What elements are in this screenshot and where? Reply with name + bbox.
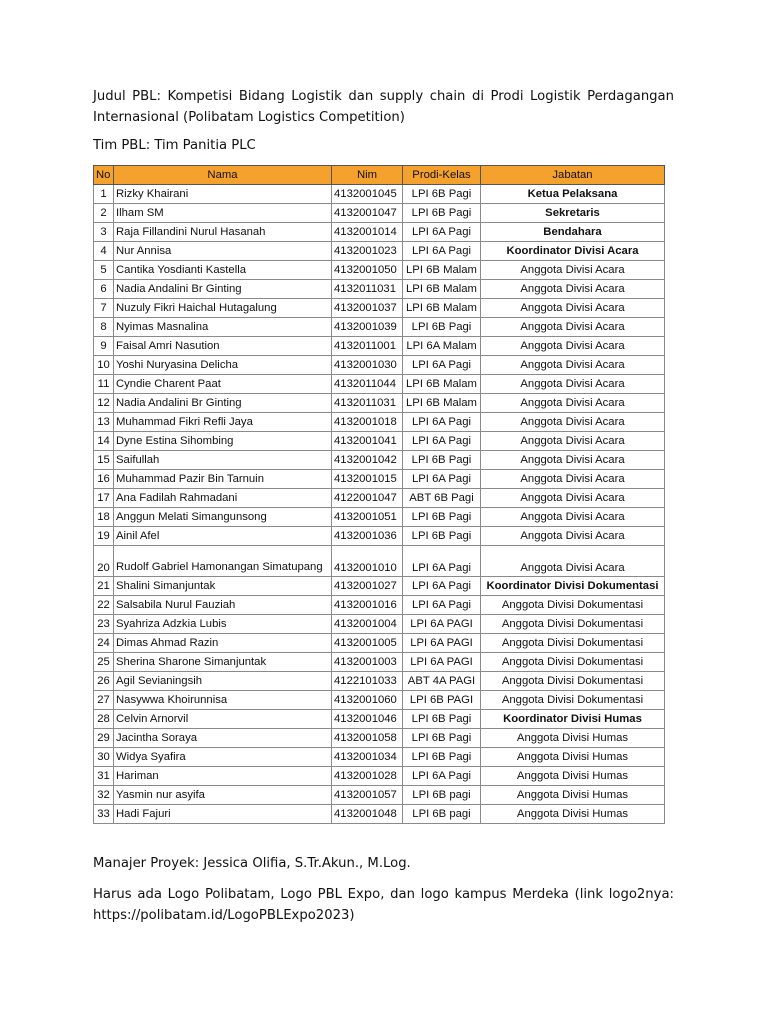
cell-nama: Syahriza Adzkia Lubis <box>114 615 332 634</box>
cell-nama: Rudolf Gabriel Hamonangan Simatupang <box>114 546 332 577</box>
cell-jabatan: Ketua Pelaksana <box>481 185 665 204</box>
cell-jabatan: Anggota Divisi Dokumentasi <box>481 672 665 691</box>
table-row <box>94 261 665 280</box>
table-row <box>94 527 665 546</box>
cell-prodi-kelas: LPI 6A PAGI <box>403 615 481 634</box>
cell-nama: Sherina Sharone Simanjuntak <box>114 653 332 672</box>
cell-nim: 4132001028 <box>332 767 403 786</box>
cell-no: 22 <box>94 596 114 615</box>
table-row <box>94 653 665 672</box>
cell-prodi-kelas: LPI 6B PAGI <box>403 691 481 710</box>
table-row <box>94 299 665 318</box>
cell-nim: 4132001016 <box>332 596 403 615</box>
cell-prodi-kelas: LPI 6A Pagi <box>403 432 481 451</box>
cell-prodi-kelas: LPI 6B Pagi <box>403 318 481 337</box>
table-row <box>94 786 665 805</box>
cell-nim: 4132011031 <box>332 394 403 413</box>
cell-nim: 4132001004 <box>332 615 403 634</box>
cell-no: 26 <box>94 672 114 691</box>
cell-nama: Agil Sevianingsih <box>114 672 332 691</box>
table-row <box>94 204 665 223</box>
cell-jabatan: Anggota Divisi Acara <box>481 527 665 546</box>
cell-no: 30 <box>94 748 114 767</box>
cell-prodi-kelas: LPI 6B Malam <box>403 280 481 299</box>
cell-prodi-kelas: LPI 6A Pagi <box>403 546 481 577</box>
cell-nama: Dyne Estina Sihombing <box>114 432 332 451</box>
cell-nama: Cyndie Charent Paat <box>114 375 332 394</box>
table-row <box>94 356 665 375</box>
cell-jabatan: Anggota Divisi Dokumentasi <box>481 653 665 672</box>
cell-nim: 4132011001 <box>332 337 403 356</box>
cell-prodi-kelas: LPI 6B Pagi <box>403 710 481 729</box>
cell-nama: Yasmin nur asyifa <box>114 786 332 805</box>
cell-nama: Rizky Khairani <box>114 185 332 204</box>
cell-nim: 4132001014 <box>332 223 403 242</box>
cell-jabatan: Anggota Divisi Acara <box>481 318 665 337</box>
cell-nama: Ainil Afel <box>114 527 332 546</box>
cell-jabatan: Anggota Divisi Humas <box>481 786 665 805</box>
cell-prodi-kelas: LPI 6B Pagi <box>403 729 481 748</box>
table-row <box>94 489 665 508</box>
cell-prodi-kelas: LPI 6A Pagi <box>403 470 481 489</box>
cell-prodi-kelas: LPI 6A Pagi <box>403 577 481 596</box>
cell-jabatan: Anggota Divisi Acara <box>481 261 665 280</box>
cell-nama: Celvin Arnorvil <box>114 710 332 729</box>
cell-nama: Nyimas Masnalina <box>114 318 332 337</box>
table-row <box>94 470 665 489</box>
table-row <box>94 577 665 596</box>
cell-jabatan: Anggota Divisi Acara <box>481 375 665 394</box>
cell-no: 27 <box>94 691 114 710</box>
table-body <box>94 185 665 824</box>
cell-jabatan: Anggota Divisi Acara <box>481 299 665 318</box>
table-row <box>94 185 665 204</box>
cell-prodi-kelas: LPI 6B Pagi <box>403 185 481 204</box>
cell-jabatan: Sekretaris <box>481 204 665 223</box>
cell-jabatan: Anggota Divisi Acara <box>481 489 665 508</box>
cell-jabatan: Anggota Divisi Acara <box>481 337 665 356</box>
cell-nama: Saifullah <box>114 451 332 470</box>
cell-nim: 4132001051 <box>332 508 403 527</box>
cell-no: 3 <box>94 223 114 242</box>
cell-jabatan: Anggota Divisi Humas <box>481 729 665 748</box>
table-row <box>94 451 665 470</box>
header-prodi-kelas: Prodi-Kelas <box>403 166 481 185</box>
cell-nim: 4132001030 <box>332 356 403 375</box>
header-nama: Nama <box>114 166 332 185</box>
cell-nama: Widya Syafira <box>114 748 332 767</box>
cell-prodi-kelas: ABT 6B Pagi <box>403 489 481 508</box>
table-row <box>94 432 665 451</box>
cell-no: 14 <box>94 432 114 451</box>
cell-jabatan: Anggota Divisi Dokumentasi <box>481 596 665 615</box>
cell-jabatan: Anggota Divisi Acara <box>481 508 665 527</box>
cell-nim: 4132001027 <box>332 577 403 596</box>
cell-nama: Raja Fillandini Nurul Hasanah <box>114 223 332 242</box>
cell-nama: Shalini Simanjuntak <box>114 577 332 596</box>
table-row <box>94 710 665 729</box>
cell-nim: 4132001003 <box>332 653 403 672</box>
cell-prodi-kelas: LPI 6A Malam <box>403 337 481 356</box>
cell-prodi-kelas: LPI 6A PAGI <box>403 653 481 672</box>
cell-no: 15 <box>94 451 114 470</box>
cell-no: 5 <box>94 261 114 280</box>
cell-nim: 4132001050 <box>332 261 403 280</box>
cell-no: 33 <box>94 805 114 824</box>
tim-pbl: Tim PBL: Tim Panitia PLC <box>93 138 256 153</box>
cell-nama: Nuzuly Fikri Haichal Hutagalung <box>114 299 332 318</box>
cell-jabatan: Anggota Divisi Acara <box>481 280 665 299</box>
cell-no: 17 <box>94 489 114 508</box>
cell-nama: Yoshi Nuryasina Delicha <box>114 356 332 375</box>
cell-prodi-kelas: LPI 6A Pagi <box>403 356 481 375</box>
cell-prodi-kelas: LPI 6B Malam <box>403 261 481 280</box>
cell-prodi-kelas: LPI 6A Pagi <box>403 767 481 786</box>
cell-jabatan: Koordinator Divisi Dokumentasi <box>481 577 665 596</box>
cell-no: 9 <box>94 337 114 356</box>
table-row <box>94 596 665 615</box>
cell-no: 23 <box>94 615 114 634</box>
cell-nama: Dimas Ahmad Razin <box>114 634 332 653</box>
cell-no: 32 <box>94 786 114 805</box>
cell-nama: Nadia Andalini Br Ginting <box>114 280 332 299</box>
table-row <box>94 748 665 767</box>
cell-prodi-kelas: ABT 4A PAGI <box>403 672 481 691</box>
table-row <box>94 337 665 356</box>
cell-nim: 4132001042 <box>332 451 403 470</box>
cell-jabatan: Bendahara <box>481 223 665 242</box>
table-row <box>94 375 665 394</box>
cell-jabatan: Anggota Divisi Acara <box>481 413 665 432</box>
cell-nama: Nadia Andalini Br Ginting <box>114 394 332 413</box>
cell-no: 2 <box>94 204 114 223</box>
header-nim: Nim <box>332 166 403 185</box>
table-row <box>94 767 665 786</box>
cell-no: 31 <box>94 767 114 786</box>
cell-nim: 4132001058 <box>332 729 403 748</box>
cell-no: 8 <box>94 318 114 337</box>
cell-no: 28 <box>94 710 114 729</box>
table-row <box>94 672 665 691</box>
cell-nim: 4132001023 <box>332 242 403 261</box>
cell-nim: 4122001047 <box>332 489 403 508</box>
cell-no: 19 <box>94 527 114 546</box>
cell-nim: 4132001045 <box>332 185 403 204</box>
cell-jabatan: Anggota Divisi Humas <box>481 748 665 767</box>
cell-nama: Hariman <box>114 767 332 786</box>
cell-nama: Jacintha Soraya <box>114 729 332 748</box>
cell-prodi-kelas: LPI 6A Pagi <box>403 223 481 242</box>
cell-prodi-kelas: LPI 6A Pagi <box>403 596 481 615</box>
table-row <box>94 508 665 527</box>
cell-no: 16 <box>94 470 114 489</box>
cell-prodi-kelas: LPI 6A Pagi <box>403 413 481 432</box>
cell-jabatan: Anggota Divisi Acara <box>481 470 665 489</box>
cell-nim: 4132001048 <box>332 805 403 824</box>
cell-nim: 4122101033 <box>332 672 403 691</box>
cell-jabatan: Anggota Divisi Acara <box>481 451 665 470</box>
table-row <box>94 729 665 748</box>
cell-nim: 4132001005 <box>332 634 403 653</box>
cell-prodi-kelas: LPI 6B pagi <box>403 786 481 805</box>
cell-nama: Hadi Fajuri <box>114 805 332 824</box>
cell-nama: Ilham SM <box>114 204 332 223</box>
cell-nama: Nasywwa Khoirunnisa <box>114 691 332 710</box>
cell-jabatan: Anggota Divisi Dokumentasi <box>481 691 665 710</box>
cell-nim: 4132001037 <box>332 299 403 318</box>
table-row <box>94 691 665 710</box>
cell-nim: 4132001041 <box>332 432 403 451</box>
cell-no: 25 <box>94 653 114 672</box>
table-header-row <box>94 166 665 185</box>
cell-no: 20 <box>94 546 114 577</box>
cell-no: 18 <box>94 508 114 527</box>
cell-jabatan: Anggota Divisi Acara <box>481 394 665 413</box>
cell-nim: 4132001015 <box>332 470 403 489</box>
cell-no: 7 <box>94 299 114 318</box>
table-row <box>94 242 665 261</box>
cell-prodi-kelas: LPI 6B pagi <box>403 805 481 824</box>
cell-nim: 4132001039 <box>332 318 403 337</box>
cell-prodi-kelas: LPI 6A Pagi <box>403 242 481 261</box>
cell-nim: 4132001060 <box>332 691 403 710</box>
cell-nim: 4132001047 <box>332 204 403 223</box>
cell-nama: Faisal Amri Nasution <box>114 337 332 356</box>
cell-nim: 4132001034 <box>332 748 403 767</box>
cell-no: 29 <box>94 729 114 748</box>
cell-jabatan: Anggota Divisi Dokumentasi <box>481 615 665 634</box>
cell-no: 1 <box>94 185 114 204</box>
cell-no: 4 <box>94 242 114 261</box>
cell-prodi-kelas: LPI 6B Pagi <box>403 527 481 546</box>
cell-no: 12 <box>94 394 114 413</box>
cell-nim: 4132001057 <box>332 786 403 805</box>
manajer-proyek: Manajer Proyek: Jessica Olifia, S.Tr.Akun., M.Log. <box>93 856 411 871</box>
cell-prodi-kelas: LPI 6B Pagi <box>403 451 481 470</box>
cell-jabatan: Anggota Divisi Humas <box>481 805 665 824</box>
cell-no: 24 <box>94 634 114 653</box>
cell-nama: Salsabila Nurul Fauziah <box>114 596 332 615</box>
table-row <box>94 280 665 299</box>
cell-prodi-kelas: LPI 6B Pagi <box>403 508 481 527</box>
cell-no: 11 <box>94 375 114 394</box>
table-row <box>94 318 665 337</box>
cell-jabatan: Anggota Divisi Acara <box>481 432 665 451</box>
cell-prodi-kelas: LPI 6B Pagi <box>403 748 481 767</box>
judul-pbl: Judul PBL: Kompetisi Bidang Logistik dan supply chain di Prodi Logistik Perdagangan Internasional (Polibatam Logistics Competition) <box>93 89 674 125</box>
table-row <box>94 634 665 653</box>
cell-prodi-kelas: LPI 6B Malam <box>403 375 481 394</box>
cell-jabatan: Anggota Divisi Dokumentasi <box>481 634 665 653</box>
cell-jabatan: Anggota Divisi Acara <box>481 546 665 577</box>
cell-no: 21 <box>94 577 114 596</box>
cell-nim: 4132001046 <box>332 710 403 729</box>
cell-nama: Anggun Melati Simangunsong <box>114 508 332 527</box>
catatan-logo: Harus ada Logo Polibatam, Logo PBL Expo, dan logo kampus Merdeka (link logo2nya: https://polibatam.id/LogoPBLExpo2023) <box>93 887 674 923</box>
cell-prodi-kelas: LPI 6B Pagi <box>403 204 481 223</box>
cell-no: 6 <box>94 280 114 299</box>
cell-nama: Cantika Yosdianti Kastella <box>114 261 332 280</box>
table-row <box>94 615 665 634</box>
table-row <box>94 805 665 824</box>
cell-nim: 4132011031 <box>332 280 403 299</box>
cell-nim: 4132001036 <box>332 527 403 546</box>
cell-jabatan: Koordinator Divisi Humas <box>481 710 665 729</box>
table-row <box>94 223 665 242</box>
cell-nama: Nur Annisa <box>114 242 332 261</box>
cell-nim: 4132001018 <box>332 413 403 432</box>
cell-no: 13 <box>94 413 114 432</box>
table-row <box>94 413 665 432</box>
member-table <box>93 165 665 824</box>
cell-prodi-kelas: LPI 6A PAGI <box>403 634 481 653</box>
header-jabatan: Jabatan <box>481 166 665 185</box>
cell-nama: Muhammad Pazir Bin Tarnuin <box>114 470 332 489</box>
header-no: No <box>94 166 114 185</box>
cell-no: 10 <box>94 356 114 375</box>
cell-jabatan: Koordinator Divisi Acara <box>481 242 665 261</box>
cell-nim: 4132011044 <box>332 375 403 394</box>
cell-prodi-kelas: LPI 6B Malam <box>403 394 481 413</box>
cell-nama: Ana Fadilah Rahmadani <box>114 489 332 508</box>
cell-nim: 4132001010 <box>332 546 403 577</box>
cell-nama: Muhammad Fikri Refli Jaya <box>114 413 332 432</box>
table-row <box>94 546 665 577</box>
cell-jabatan: Anggota Divisi Acara <box>481 356 665 375</box>
cell-jabatan: Anggota Divisi Humas <box>481 767 665 786</box>
table-row <box>94 394 665 413</box>
cell-prodi-kelas: LPI 6B Malam <box>403 299 481 318</box>
